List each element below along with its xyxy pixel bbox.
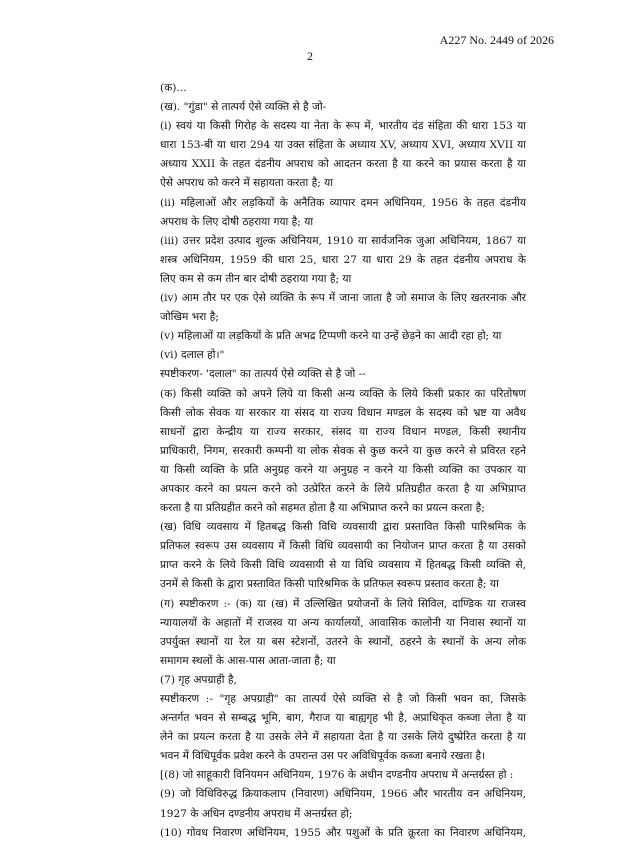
text-line: अपकार करने का प्रयत्न करने को उत्प्रेरित करने के लिये प्रतिग्रहीत करता है या अभिप्राप्त (160, 482, 526, 495)
text-line: अध्याय XXII के तहत दंडनीय अपराध को आदतन करता है या करने का प्रयास करता है या (160, 158, 526, 171)
text-line: लेने का प्रयत्न करता है या उसके लेने में सहायता देता है या उसके लिये दुष्प्रेरित करता है या (160, 731, 526, 744)
text-line: ऐसे अपराध को करने में सहायता करता है; या (160, 177, 334, 190)
text-line: (ख). "गुंडा" से तात्पर्य ऐसे व्यक्ति से है जो- (160, 101, 327, 114)
text-line: (क) किसी व्यक्ति को अपने लिये या किसी अन्य व्यक्ति के लिये किसी प्रकार का परितोषण (160, 387, 526, 400)
text-line: (vi) दलाल हो।" (160, 349, 225, 362)
text-line: लिए कम से कम तीन बार दोषी ठहराया गया है; या (160, 272, 352, 285)
text-line: उनमें से किसी के द्वारा प्रस्तावित किसी पारिश्रमिक के प्रतिफल स्वरूप प्रस्ताव करता है; या (160, 578, 499, 591)
text-line: स्पष्टीकरण- 'दलाल" का तात्पर्य ऐसे व्यक्ति से है जो -- (160, 368, 366, 381)
text-line: (iii) उत्तर प्रदेश उत्पाद शुल्क अधिनियम, 1910 या सार्वजनिक जुआ अधिनियम, 1867 या (160, 234, 526, 247)
text-line: (9) जो विधिविरुद्ध क्रियाकलाप (निवारण) अधिनियम, 1966 और भारतीय वन अधिनियम, (160, 788, 526, 801)
document-body (160, 79, 526, 843)
text-line: [(8) जो साहूकारी विनियमन अधिनियम, 1976 के अधीन दण्डनीय अपराध में अन्तर्ग्रस्त हो : (160, 769, 514, 782)
text-line: (क)... (160, 82, 187, 94)
text-line: धारा 153-बी या धारा 294 या उक्त संहिता के अध्याय XV, अध्याय XVI, अध्याय XVII या (160, 139, 526, 152)
document-reference: A227 No. 2449 of 2026 (439, 33, 554, 47)
text-line: शस्त्र अधिनियम, 1959 की धारा 25, धारा 27 या धारा 29 के तहत दंडनीय अपराध के (160, 253, 526, 266)
page-number: 2 (307, 49, 313, 63)
text-line: या किसी व्यक्ति के प्रति अनुग्रह करने या अनुग्रह न करने या किसी व्यक्ति का उपकार या (160, 463, 526, 476)
text-line: करता है या प्रतिग्रहीत करने को सहमत होता है या अभिप्राप्त करने का प्रयत्न करता है; (160, 502, 485, 515)
text-line: साधनों द्वारा केन्द्रीय या राज्य सरकार, संसद या राज्य विधान मण्डल, किसी स्थानीय (160, 425, 526, 438)
text-line: न्यायालयों के अहातों में राजस्व या अन्य कार्यालयों, आवासिक कालोनी या निवास स्थानों या (160, 616, 526, 629)
text-line: (ख) विधि व्यवसाय में हितबद्ध किसी विधि व्यवसायी द्वारा प्रस्तावित किसी पारिश्रमिक के (160, 521, 526, 534)
text-line: (ii) महिलाओं और लड़कियों के अनैतिक व्यापार दमन अधिनियम, 1956 के तहत दंडनीय (160, 196, 526, 209)
text-line: उपर्युक्त स्थानों या रेल या बस स्टेशनों, उतरने के स्थानों, ठहरने के स्थानों के अन्य लोक (160, 635, 526, 648)
text-line: अपराध के लिए दोषी ठहराया गया है; या (160, 215, 314, 228)
text-line: प्राधिकारी, निगम, सरकारी कम्पनी या लोक सेवक से कुछ करने या कुछ करने से प्रविरत रहने (160, 444, 526, 457)
text-line: जोखिम भरा है; (160, 311, 219, 324)
text-line: (ग) स्पष्टीकरण :- (क) या (ख) में उल्लिखित प्रयोजनों के लिये सिविल, दाण्डिक या राजस्व (160, 597, 526, 610)
text-line: स्पष्टीकरण :- "गृह अपग्राही" का तात्पर्य ऐसे व्यक्ति से है जो किसी भवन का, जिसके (160, 693, 526, 705)
text-line: (7) गृह अपग्राही है, (160, 673, 237, 686)
text-line: (10) गोवध निवारण अधिनियम, 1955 और पशुओं के प्रति क्रूरता का निवारण अधिनियम, (160, 826, 526, 839)
text-line: प्राप्त करने के लिये किसी विधि व्यवसायी से या विधि व्यवसाय में हितबद्ध किसी व्यक्ति से, (160, 559, 526, 572)
text-line: किसी लोक सेवक या सरकार या संसद या राज्य विधान मण्डल के सदस्य को भ्रष्ट या अवैध (160, 406, 526, 419)
text-line: समागम स्थलों के आस-पास आता-जाता है; या (160, 654, 336, 667)
text-line: भवन में विधिपूर्वक प्रवेश करने के उपरान्त उस पर अविधिपूर्वक कब्जा बनाये रखता है। (160, 750, 486, 763)
text-line: 1927 के अधिन दण्डनीय अपराध में अन्तर्ग्रस्त हो; (160, 807, 353, 820)
text-line: (iv) आम तौर पर एक ऐसे व्यक्ति के रूप में जाना जाता है जो समाज के लिए खतरनाक और (160, 292, 526, 305)
text-line: अन्तर्गत भवन से सम्बद्ध भूमि, बाग, गैराज या बाह्यगृह भी है, अप्राधिकृत कब्जा लेता है या (160, 712, 526, 725)
text-line: (v) महिलाओं या लड़कियों के प्रति अभद्र टिप्पणी करने या उन्हें छेड़ने का आदी रहा हो; या (160, 330, 502, 343)
text-line: प्रतिफल स्वरूप उस व्यवसाय में किसी विधि व्यवसायी का नियोजन प्राप्त करता है या उसको (160, 540, 526, 553)
text-line: (i) स्वयं या किसी गिरोह के सदस्य या नेता के रूप में, भारतीय दंड संहिता की धारा 153 या (160, 120, 526, 133)
